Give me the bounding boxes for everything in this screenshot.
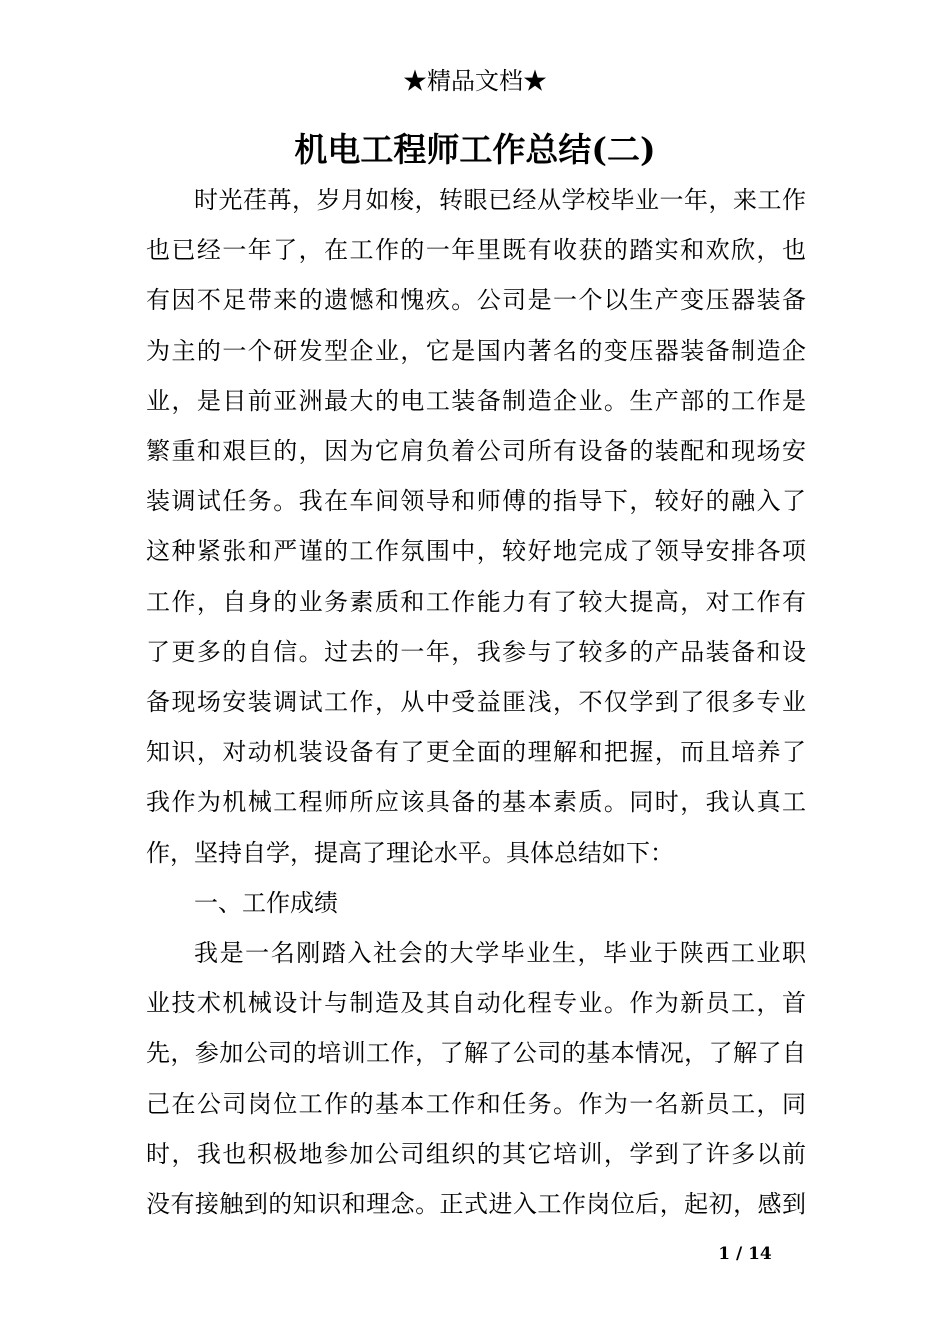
text-line: 了更多的自信。过去的一年，我参与了较多的产品装备和设 — [146, 637, 806, 666]
page-number: 1 / 14 — [718, 1244, 772, 1264]
text-line: 业技术机械设计与制造及其自动化程专业。作为新员工，首 — [146, 989, 806, 1018]
paragraph-1 — [146, 175, 806, 878]
text-line: 装调试任务。我在车间领导和师傅的指导下，较好的融入了 — [146, 487, 806, 516]
text-line: 工作，自身的业务素质和工作能力有了较大提高，对工作有 — [146, 587, 806, 616]
section-heading: 一、工作成绩 — [194, 888, 338, 917]
text-line: 作，坚持自学，提高了理论水平。具体总结如下： — [146, 838, 674, 867]
text-line: 也已经一年了，在工作的一年里既有收获的踏实和欢欣，也 — [146, 236, 806, 265]
text-line: 没有接触到的知识和理念。正式进入工作岗位后，起初，感到 — [146, 1190, 806, 1219]
text-line: 己在公司岗位工作的基本工作和任务。作为一名新员工，同 — [146, 1089, 806, 1118]
text-line: 知识，对动机装设备有了更全面的理解和把握，而且培养了 — [146, 738, 806, 767]
text-line: 这种紧张和严谨的工作氛围中，较好地完成了领导安排各项 — [146, 537, 806, 566]
text-line: 我是一名刚踏入社会的大学毕业生，毕业于陕西工业职 — [194, 939, 806, 968]
document-body — [146, 175, 806, 1229]
text-line: 繁重和艰巨的，因为它肩负着公司所有设备的装配和现场安 — [146, 437, 806, 466]
text-line: 先，参加公司的培训工作，了解了公司的基本情况，了解了自 — [146, 1039, 806, 1068]
text-line: 时光荏苒，岁月如梭，转眼已经从学校毕业一年，来工作 — [194, 186, 806, 214]
text-line: 业，是目前亚洲最大的电工装备制造企业。生产部的工作是 — [146, 386, 806, 415]
paragraph-2 — [146, 928, 806, 1229]
text-line: 我作为机械工程师所应该具备的基本素质。同时，我认真工 — [146, 788, 806, 817]
text-line: 时，我也积极地参加公司组织的其它培训，学到了许多以前 — [146, 1139, 806, 1168]
document-title: 机电工程师工作总结(二) — [294, 130, 656, 169]
text-line: 有因不足带来的遗憾和愧疚。公司是一个以生产变压器装备 — [146, 286, 806, 315]
document-header: ★精品文档★ — [403, 67, 547, 95]
text-line: 备现场安装调试工作，从中受益匪浅，不仅学到了很多专业 — [146, 688, 806, 717]
text-line: 为主的一个研发型企业，它是国内著名的变压器装备制造企 — [146, 336, 806, 365]
